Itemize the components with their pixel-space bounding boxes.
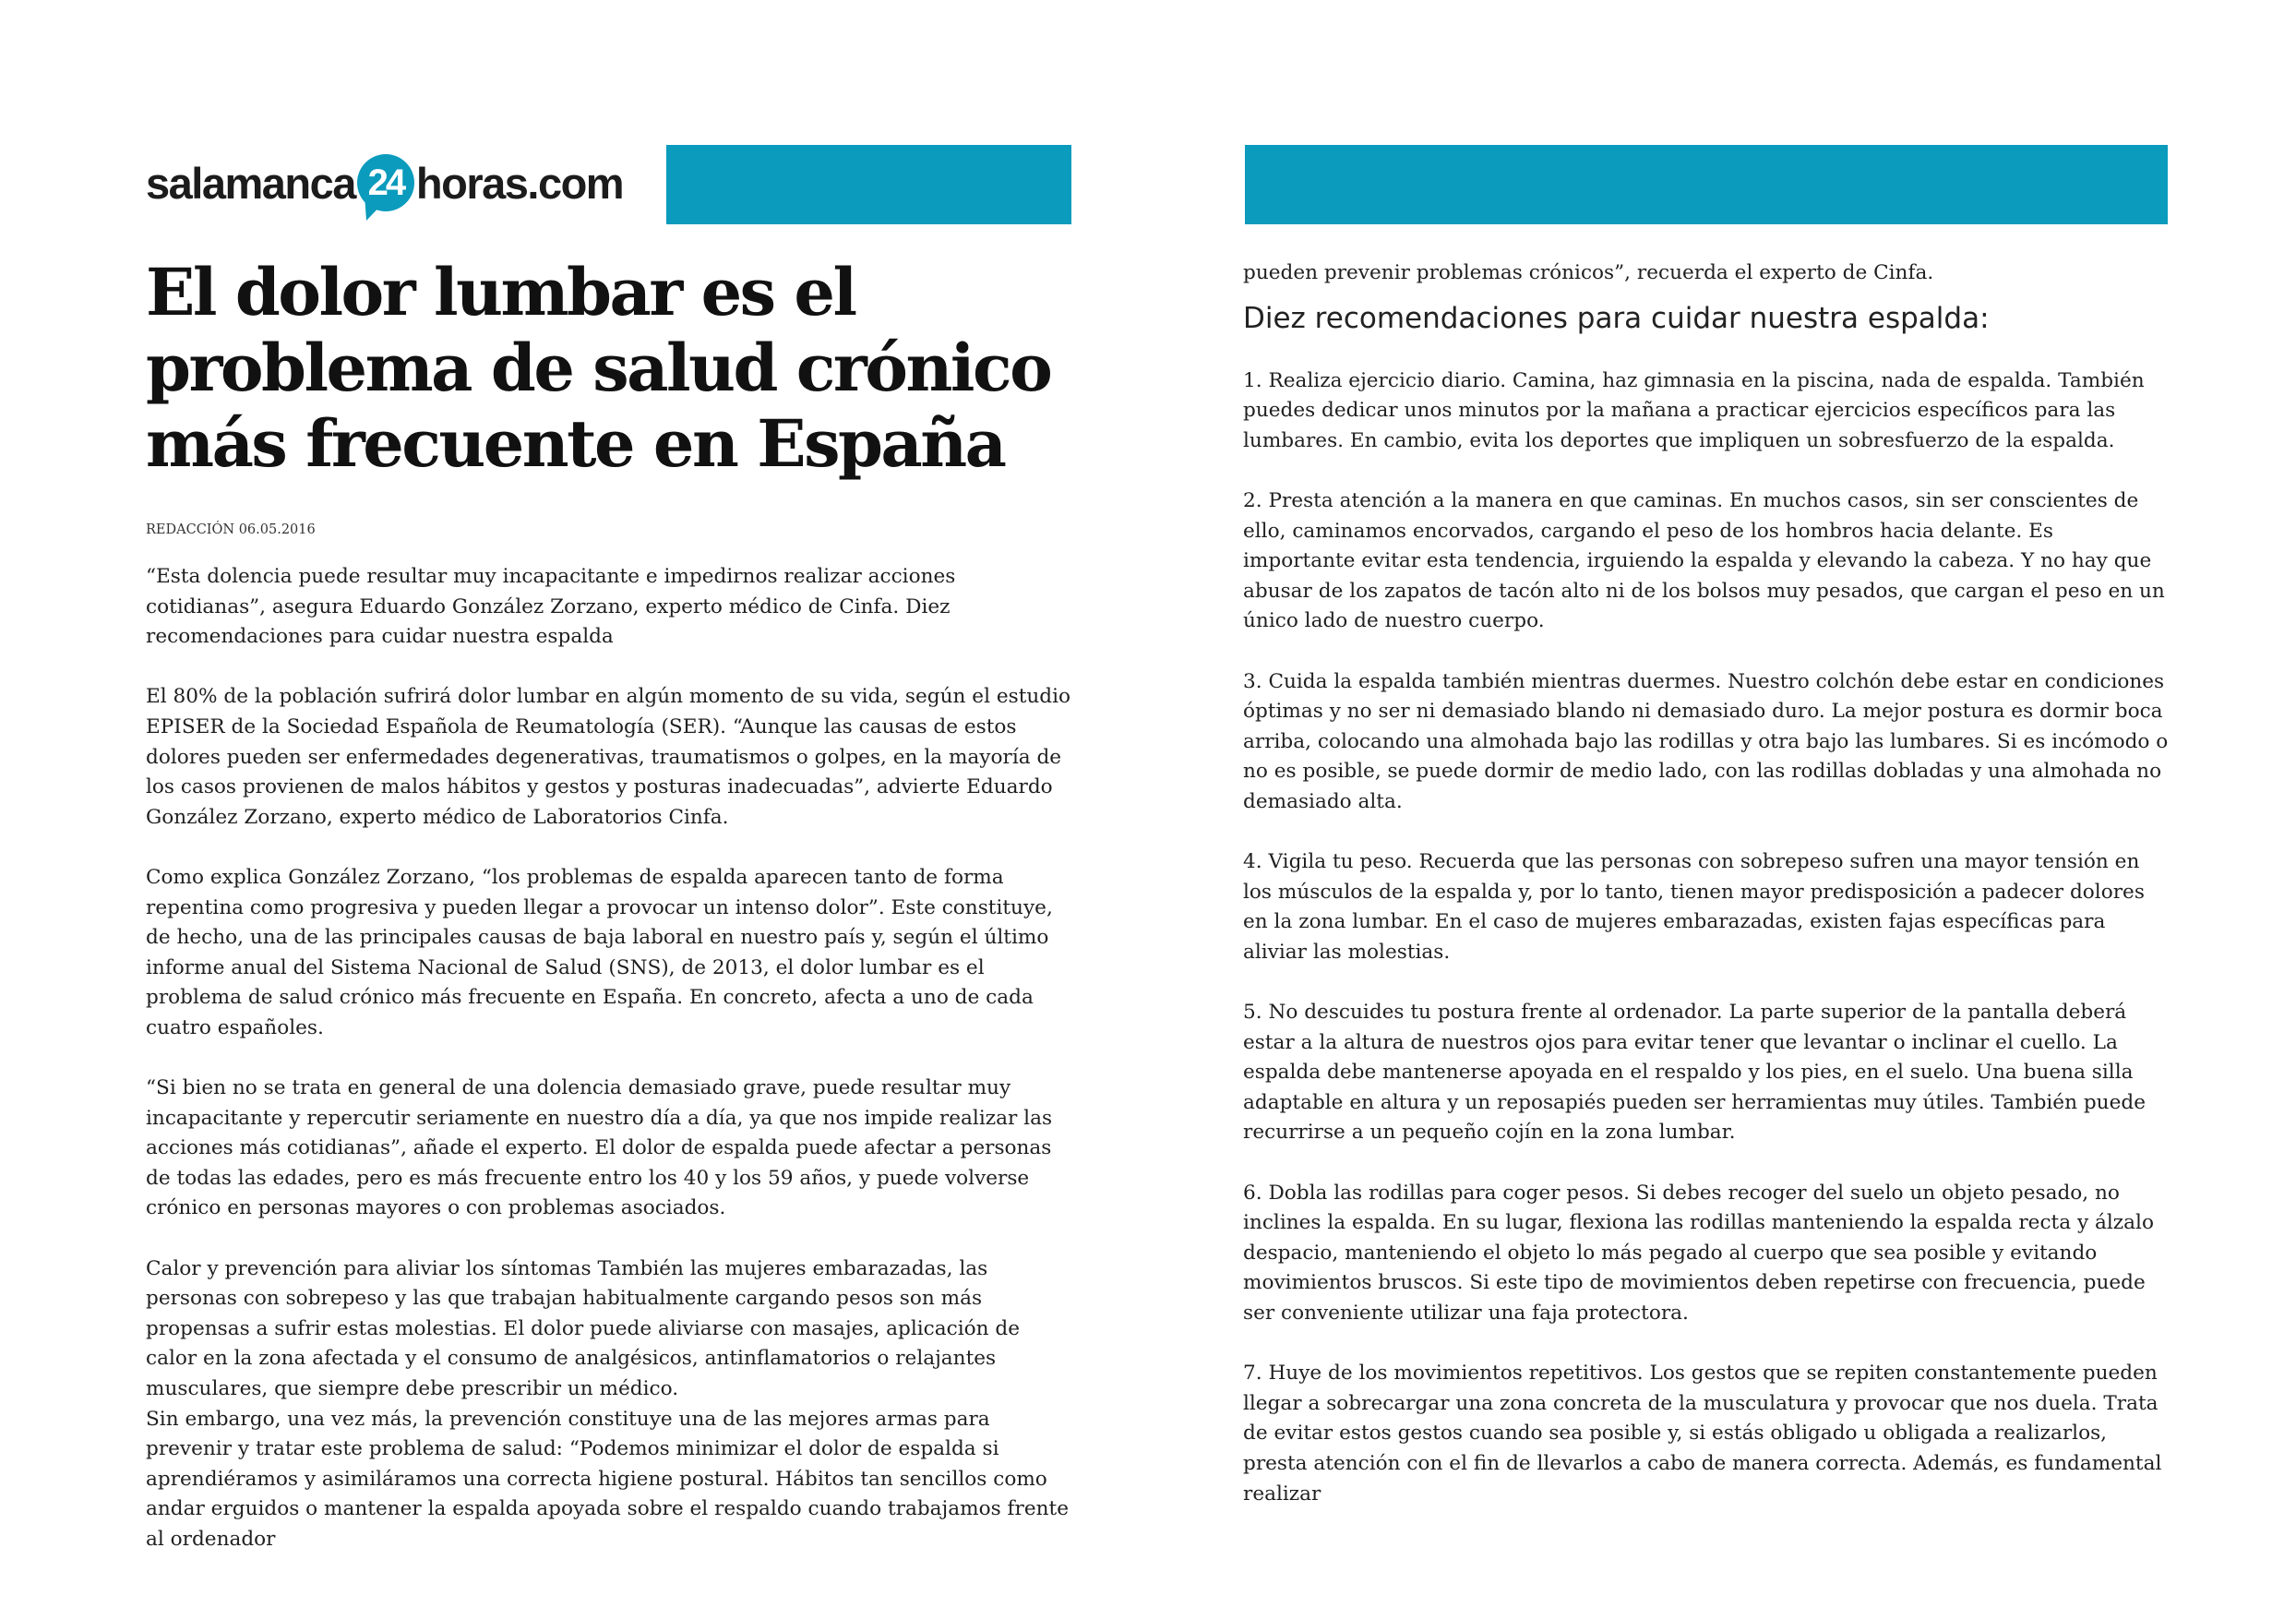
recommendation-item: 6. Dobla las rodillas para coger pesos. Si debes recoger del suelo un objeto pesado, no inclines la espalda. En su lugar, flexiona las rodillas manteniendo la espalda recta y álzalo despacio, manteniendo el objeto lo más pegado al cuerpo que sea posible y evitando movimientos bruscos. Si este tipo de movimientos deben repetirse con frecuencia, puede ser conveniente utilizar una faja protectora. xyxy=(1243,1181,2154,1325)
header-accent-bar xyxy=(666,145,1071,224)
left-column xyxy=(146,562,1073,1555)
right-column xyxy=(1243,258,2170,1509)
header-accent-bar xyxy=(1245,145,2168,224)
article-headline: El dolor lumbar es el problema de salud crónico más frecuente en España xyxy=(146,254,1051,482)
continuation-paragraph: pueden prevenir problemas crónicos”, recuerda el experto de Cinfa. xyxy=(1243,261,1934,284)
body-paragraph: “Si bien no se trata en general de una dolencia demasiado grave, puede resultar muy incapacitante y repercutir seriamente en nuestro día a día, ya que nos impide realizar las acciones más cotidianas”, añade el experto. El dolor de espalda puede afectar a personas de todas las edades, pero es más frecuente entro los 40 y los 59 años, y puede volverse crónico en personas mayores o con problemas asociados. xyxy=(146,1076,1053,1220)
recommendation-item: 7. Huye de los movimientos repetitivos. Los gestos que se repiten constantemente pueden llegar a sobrecargar una zona concreta de la musculatura y provocar que nos duela. Trata de evitar estos gestos cuando sea posible y, si estás obligado u obligada a realizarlos, presta atención con el fin de llevarlos a cabo de manera correcta. Además, es fundamental realizar xyxy=(1243,1362,2162,1506)
lead-paragraph: “Esta dolencia puede resultar muy incapacitante e impedirnos realizar acciones cotidianas”, asegura Eduardo González Zorzano, experto médico de Cinfa. Diez recomendaciones para cuidar nuestra espalda xyxy=(146,565,956,649)
body-paragraph: El 80% de la población sufrirá dolor lumbar en algún momento de su vida, según el estudio EPISER de la Sociedad Española de Reumatología (SER). “Aunque las causas de estos dolores pueden ser enfermedades degenerativas, traumatismos o golpes, en la mayoría de los casos provienen de malos hábitos y gestos y posturas inadecuadas”, advierte Eduardo González Zorzano, experto médico de Laboratorios Cinfa. xyxy=(146,685,1071,829)
recommendation-item: 4. Vigila tu peso. Recuerda que las personas con sobrepeso sufren una mayor tensión en los músculos de la espalda y, por lo tanto, tienen mayor predisposición a padecer dolores en la zona lumbar. En el caso de mujeres embarazadas, existen fajas específicas para aliviar las molestias. xyxy=(1243,850,2145,964)
logo-speech-bubble-icon: 24 xyxy=(357,154,414,211)
recommendations-heading: Diez recomendaciones para cuidar nuestra espalda: xyxy=(1243,301,1990,335)
logo-text-horas: horas.com xyxy=(415,158,624,208)
recommendation-item: 2. Presta atención a la manera en que caminas. En muchos casos, sin ser conscientes de ello, caminamos encorvados, cargando el peso de los hombros hacia delante. Es importante evitar esta tendencia, irguiendo la espalda y elevando la cabeza. Y no hay que abusar de los zapatos de tacón alto ni de los bolsos muy pesados, que cargan el peso en un único lado de nuestro cuerpo. xyxy=(1243,488,2165,633)
body-paragraph: Calor y prevención para aliviar los síntomas También las mujeres embarazadas, las personas con sobrepeso y las que trabajan habitualmente cargando pesos son más propensas a sufrir estas molestias. El dolor puede aliviarse con masajes, aplicación de calor en la zona afectada y el consumo de analgésicos, antinflamatorios o relajantes musculares, que siempre debe prescribir un médico. xyxy=(146,1256,1021,1401)
right-page xyxy=(1148,0,2296,1620)
site-logo[interactable] xyxy=(146,146,623,220)
recommendation-item: 5. No descuides tu postura frente al ordenador. La parte superior de la pantalla deberá estar a la altura de nuestros ojos para evitar tener que levantar o inclinar el cuello. La espalda debe mantenerse apoyada en el respaldo y los pies, en el suelo. Una buena silla adaptable en altura y un reposapiés pueden ser herramientas muy útiles. También puede recurrirse a un pequeño cojín en la zona lumbar. xyxy=(1243,1001,2146,1145)
article-byline: REDACCIÓN 06.05.2016 xyxy=(146,522,316,537)
body-paragraph: Como explica González Zorzano, “los problemas de espalda aparecen tanto de forma repentina como progresiva y pueden llegar a provocar un intenso dolor”. Este constituye, de hecho, una de las principales causas de baja laboral en nuestro país y, según el último informe anual del Sistema Nacional de Salud (SNS), de 2013, el dolor lumbar es el problema de salud crónico más frecuente en España. En concreto, afecta a uno de cada cuatro españoles. xyxy=(146,865,1053,1039)
body-paragraph: Sin embargo, una vez más, la prevención constituye una de las mejores armas para prevenir y tratar este problema de salud: “Podemos minimizar el dolor de espalda si aprendiéramos y asimiláramos una correcta higiene postural. Hábitos tan sencillos como andar erguidos o mantener la espalda apoyada sobre el respaldo cuando trabajamos frente al ordenador xyxy=(146,1407,1070,1551)
recommendation-item: 3. Cuida la espalda también mientras duermes. Nuestro colchón debe estar en condiciones óptimas y no ser ni demasiado blando ni demasiado duro. La mejor postura es dormir boca arriba, colocando una almohada bajo las rodillas y otra bajo las lumbares. Si es incómodo o no es posible, se puede dormir de medio lado, con las rodillas dobladas y una almohada no demasiado alta. xyxy=(1243,669,2169,813)
recommendation-item: 1. Realiza ejercicio diario. Camina, haz gimnasia en la piscina, nada de espalda. También puedes dedicar unos minutos por la mañana a practicar ejercicios específicos para las lumbares. En cambio, evita los deportes que impliquen un sobresfuerzo de la espalda. xyxy=(1243,368,2145,452)
logo-text-salamanca: salamanca xyxy=(146,158,355,208)
